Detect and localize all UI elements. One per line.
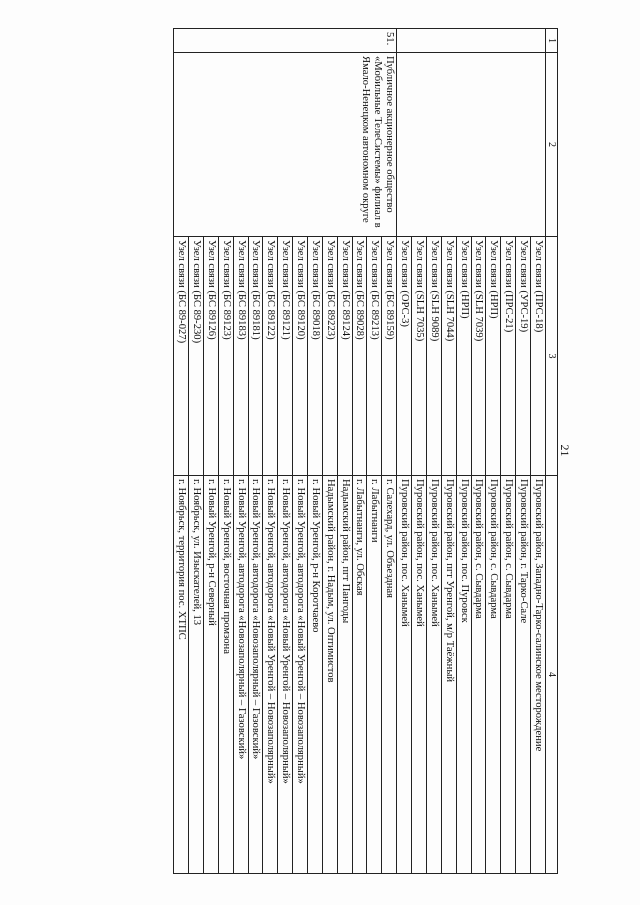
address-cell: Пуровский район, с. Сывдарма: [501, 476, 516, 874]
address-cell: Пуровский район, с. Сывдарма: [471, 476, 486, 874]
org-cell-empty: [397, 53, 546, 237]
header-col-2: 2: [545, 53, 557, 237]
entry-number: 51.: [174, 29, 397, 53]
address-cell: г. Лабытнанги, ул. Обская: [352, 476, 367, 874]
address-cell: г. Новый Уренгой, автодорога «Новозаполярный – Газовский»: [248, 476, 263, 874]
node-cell: Узел связи (БС 89121): [278, 237, 293, 476]
node-cell: Узел связи (ПРС-21): [501, 237, 516, 476]
header-col-1: 1: [545, 29, 557, 53]
node-cell: Узел связи (НРП): [486, 237, 501, 476]
node-cell: Узел связи (БС 89126): [204, 237, 219, 476]
table-row: [382, 29, 397, 874]
organization-name: Публичное акционерное общество «Мобильные ТелеСистемы» филиал в Ямало-Ненецком автономном округе: [174, 53, 397, 237]
header-row: [545, 29, 557, 874]
node-cell: Узел связи (БС 89122): [263, 237, 278, 476]
address-cell: г. Новый Уренгой, автодорога «Новый Уренгой – Новозаполярный»: [263, 476, 278, 874]
address-cell: г. Новый Уренгой, автодорога «Новый Уренгой – Новозаполярный»: [293, 476, 308, 874]
node-cell: Узел связи (SLH 7039): [471, 237, 486, 476]
address-cell: Пуровский район, пос. Ханымей: [412, 476, 427, 874]
node-cell: Узел связи (БС 89028): [352, 237, 367, 476]
node-cell: Узел связи (БС 89223): [322, 237, 337, 476]
node-cell: Узел связи (БС 89-027): [174, 237, 189, 476]
node-cell: Узел связи (БС 89181): [248, 237, 263, 476]
node-cell: Узел связи (SLH 7044): [441, 237, 456, 476]
node-cell: Узел связи (БС 89018): [308, 237, 323, 476]
address-cell: Надымский район, г. Надым, ул. Оптимистов: [322, 476, 337, 874]
address-cell: г. Новый Уренгой, р-н Коротчаево: [308, 476, 323, 874]
node-cell: Узел связи (БС 89183): [233, 237, 248, 476]
address-cell: г. Ноябрьск, ул. Изыскателей, 13: [189, 476, 204, 874]
node-cell: Узел связи (БС 89-230): [189, 237, 204, 476]
node-cell: Узел связи (SLH 7035): [412, 237, 427, 476]
node-cell: Узел связи (НРП): [456, 237, 471, 476]
address-cell: г. Салехард, ул. Объездная: [382, 476, 397, 874]
address-cell: г. Ноябрьск, территория пос. ХТПС: [174, 476, 189, 874]
rotated-table-area: [50, 28, 570, 873]
page-number: 21: [558, 444, 572, 457]
address-cell: Пуровский район, Западно-Тарко-салинское месторождение: [530, 476, 545, 874]
node-cell: Узел связи (SLH 9089): [426, 237, 441, 476]
node-cell: Узел связи (БС 89124): [337, 237, 352, 476]
node-cell: Узел связи (БС 89213): [367, 237, 382, 476]
address-cell: г. Лабытнанги: [367, 476, 382, 874]
address-cell: Надымский район, пгт Пангоды: [337, 476, 352, 874]
address-cell: Пуровский район, с. Сывдарма: [486, 476, 501, 874]
node-cell: Узел связи (БС 89123): [218, 237, 233, 476]
address-cell: Пуровский район, пос. Ханымей: [397, 476, 412, 874]
node-cell: Узел связи (ПРС-18): [530, 237, 545, 476]
address-cell: Пуровский район, пос. Пуровск: [456, 476, 471, 874]
table-row: [530, 29, 545, 874]
address-cell: г. Новый Уренгой, восточная промзона: [218, 476, 233, 874]
node-cell: Узел связи (ОРС-3): [397, 237, 412, 476]
address-cell: г. Новый Уренгой, автодорога «Новый Уренгой – Новозаполярный»: [278, 476, 293, 874]
address-cell: г. Новый Уренгой, р-н Северный: [204, 476, 219, 874]
node-cell: Узел связи (БС 89120): [293, 237, 308, 476]
address-cell: Пуровский район, г. Тарко-Сале: [516, 476, 531, 874]
node-cell: Узел связи (УРС-19): [516, 237, 531, 476]
address-cell: Пуровский район, пос. Ханымей: [426, 476, 441, 874]
header-col-3: 3: [545, 237, 557, 476]
address-cell: г. Новый Уренгой, автодорога «Новозаполярный – Газовский»: [233, 476, 248, 874]
node-cell: Узел связи (БС 89159): [382, 237, 397, 476]
num-cell-empty: [397, 29, 546, 53]
address-cell: Пуровский район, пгт Уренгой, м/р Таёжный: [441, 476, 456, 874]
header-col-4: 4: [545, 476, 557, 874]
registry-table: [173, 28, 558, 874]
